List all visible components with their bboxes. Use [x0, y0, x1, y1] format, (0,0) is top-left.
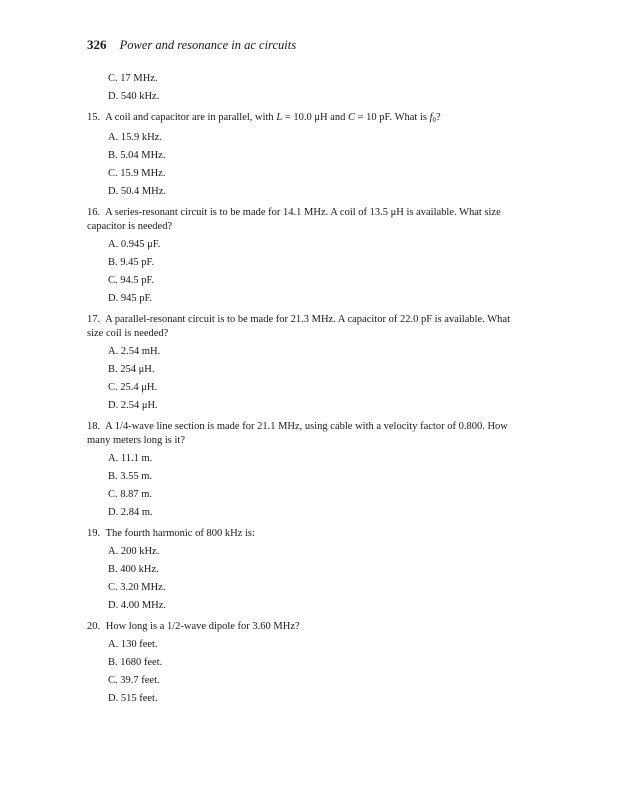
answer-option: A. 130 feet.: [108, 639, 158, 650]
question-number: 20.: [87, 621, 101, 632]
stem-text: A 1/4-wave line section is made for 21.1 MHz, using cable with a velocity factor of 0.800. How many meters long is it?: [87, 421, 508, 446]
page: [87, 34, 527, 708]
question-number: 17.: [87, 314, 101, 325]
question-stem: [87, 111, 527, 127]
answer-option: D. 2.84 m.: [108, 507, 153, 518]
answer-option: B. 9.45 pF.: [108, 257, 155, 268]
question-number: 19.: [87, 528, 101, 539]
question-14-continued: [87, 70, 527, 106]
question-16: [87, 206, 527, 308]
stem-text: = 10.0 μH and: [282, 112, 348, 123]
stem-text: = 10 pF. What is: [354, 112, 430, 123]
answer-option: D. 945 pF.: [108, 293, 153, 304]
question-stem: [87, 420, 527, 448]
stem-text: How long is a 1/2-wave dipole for 3.60 MHz?: [105, 621, 300, 632]
question-stem: [87, 313, 527, 341]
running-title: Power and resonance in ac circuits: [119, 38, 297, 52]
question-17: [87, 313, 527, 415]
answer-option: A. 200 kHz.: [108, 546, 160, 557]
answer-option: D. 540 kHz.: [108, 91, 160, 102]
question-15: [87, 111, 527, 201]
question-stem: [87, 527, 527, 541]
question-number: 16.: [87, 207, 101, 218]
answer-option: D. 2.54 μH.: [108, 400, 158, 411]
answer-option: B. 254 μH.: [108, 364, 155, 375]
stem-text: The fourth harmonic of 800 kHz is:: [105, 528, 255, 539]
stem-text: ?: [436, 112, 441, 123]
answer-option: C. 15.9 MHz.: [108, 168, 166, 179]
question-stem: [87, 620, 527, 634]
subscript-zero: 0: [432, 116, 436, 124]
answer-option: A. 2.54 mH.: [108, 346, 161, 357]
page-header: [87, 34, 527, 52]
answer-option: A. 11.1 m.: [108, 453, 153, 464]
question-stem: [87, 206, 527, 234]
symbol-C: C: [347, 112, 355, 123]
answer-option: C. 8.87 m.: [108, 489, 153, 500]
answer-option: B. 3.55 m.: [108, 471, 153, 482]
answer-option: C. 3.20 MHz.: [108, 582, 166, 593]
page-number: 326: [87, 37, 107, 52]
question-number: 18.: [87, 421, 101, 432]
answer-option: C. 94.5 pF.: [108, 275, 155, 286]
question-20: [87, 620, 527, 708]
answer-option: C. 39.7 feet.: [108, 675, 160, 686]
answer-option: D. 4.00 MHz.: [108, 600, 167, 611]
answer-option: D. 515 feet.: [108, 693, 158, 704]
symbol-L: L: [276, 112, 283, 123]
question-18: [87, 420, 527, 522]
stem-text: A parallel-resonant circuit is to be made for 21.3 MHz. A capacitor of 22.0 pF is available. What size coil is needed?: [87, 314, 510, 339]
question-19: [87, 527, 527, 615]
answer-option: A. 0.945 μF.: [108, 239, 161, 250]
answer-option: B. 5.04 MHz.: [108, 150, 166, 161]
answer-option: B. 400 kHz.: [108, 564, 159, 575]
answer-option: D. 50.4 MHz.: [108, 186, 167, 197]
question-number: 15.: [87, 112, 101, 123]
symbol-f: f: [429, 112, 433, 123]
answer-option: C. 25.4 μH.: [108, 382, 158, 393]
answer-option: C. 17 MHz.: [108, 73, 158, 84]
stem-text: A coil and capacitor are in parallel, with: [105, 112, 277, 123]
answer-option: B. 1680 feet.: [108, 657, 163, 668]
stem-text: A series-resonant circuit is to be made for 14.1 MHz. A coil of 13.5 μH is available. What size capacitor is needed?: [87, 207, 501, 232]
answer-option: A. 15.9 kHz.: [108, 132, 162, 143]
